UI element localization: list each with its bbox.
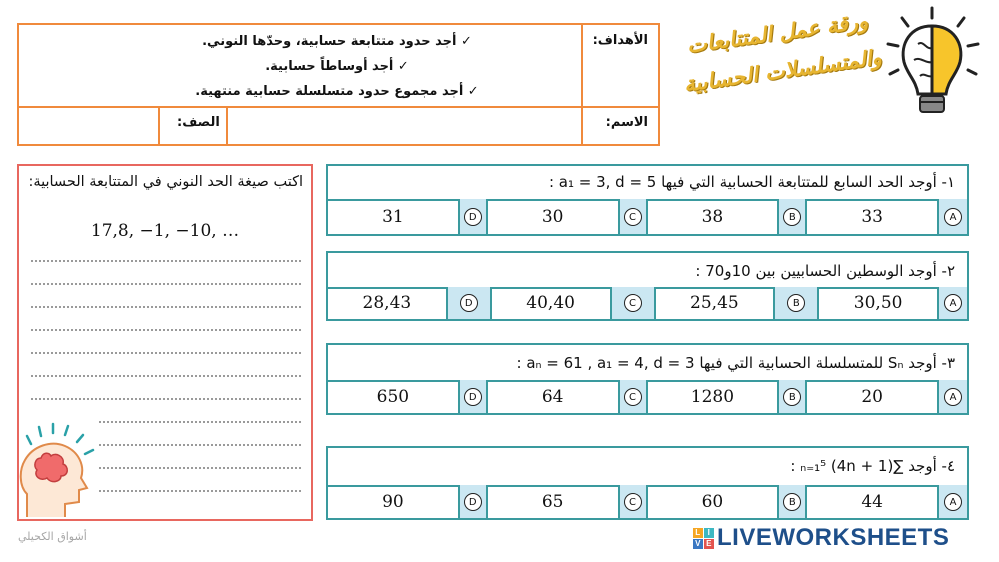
question-card	[326, 251, 969, 321]
option-letter[interactable]	[458, 199, 488, 234]
option-value[interactable]: 25,45	[690, 293, 739, 313]
answer-line[interactable]	[31, 306, 301, 308]
option-letter-icon: B	[783, 493, 801, 511]
logo-letter: I	[704, 528, 714, 538]
option-value[interactable]: 90	[382, 491, 404, 512]
option-letter[interactable]	[777, 199, 807, 234]
class-label: الصف:	[177, 115, 220, 130]
option-letter-icon: B	[787, 294, 805, 312]
option-value[interactable]: 28,43	[362, 293, 412, 313]
option-value[interactable]: 30	[541, 206, 564, 227]
brand-text: LIVEWORKSHEETS	[717, 524, 950, 551]
option-letter-icon: C	[624, 208, 642, 226]
option-value[interactable]: 1280	[690, 386, 735, 407]
answer-line[interactable]	[31, 329, 301, 331]
logo-letter: L	[693, 528, 703, 538]
option-letter[interactable]	[458, 485, 488, 518]
nth-term-box	[17, 164, 313, 521]
logo-letter: E	[704, 539, 714, 549]
option-letter[interactable]	[777, 380, 807, 413]
answer-line[interactable]	[31, 352, 301, 354]
question-card	[326, 164, 969, 236]
goal-item: ✓ أجد أوساطاً حسابية.	[265, 59, 409, 74]
goal-item: ✓ أجد مجموع حدود متسلسلة حسابية منتهية.	[195, 84, 479, 99]
option-letter[interactable]	[937, 380, 967, 413]
option-letter[interactable]	[446, 287, 492, 319]
header-divider	[581, 25, 583, 144]
option-letter-icon: B	[783, 388, 801, 406]
nth-term-prompt: اكتب صيغة الحد النوني في المتتابعة الحسابية:	[28, 174, 303, 190]
option-letter-icon: A	[944, 388, 962, 406]
option-value[interactable]: 40,40	[526, 293, 575, 313]
option-value[interactable]: 30,50	[853, 293, 903, 313]
answer-line[interactable]	[31, 398, 301, 400]
option-value[interactable]: 60	[701, 491, 724, 512]
option-value[interactable]: 64	[541, 386, 564, 407]
goals-list	[102, 29, 572, 104]
liveworksheets-brand[interactable]	[693, 524, 949, 552]
option-value[interactable]: 650	[376, 386, 410, 407]
answer-line[interactable]	[99, 444, 301, 446]
option-letter-icon: C	[624, 493, 642, 511]
answer-line[interactable]	[99, 467, 301, 469]
option-letter[interactable]	[773, 287, 819, 319]
author-signature: أشواق الكحيلي	[18, 530, 87, 543]
option-letter[interactable]	[937, 287, 967, 319]
option-letter-icon: D	[464, 208, 482, 226]
option-letter[interactable]	[937, 199, 967, 234]
option-letter-icon: C	[624, 294, 642, 312]
answer-line[interactable]	[99, 490, 301, 492]
option-value[interactable]: 44	[861, 491, 883, 512]
answer-line[interactable]	[99, 421, 301, 423]
liveworksheets-logo-icon	[693, 528, 714, 549]
option-letter-icon: A	[944, 493, 962, 511]
question-text: ٣- أوجد Sₙ للمتسلسلة الحسابية التي فيها aₙ = 61 , a₁ = 4, d = 3 :	[328, 345, 967, 382]
question-card	[326, 446, 969, 520]
option-letter-icon: B	[783, 208, 801, 226]
option-value[interactable]: 33	[861, 206, 883, 227]
option-letter[interactable]	[610, 287, 656, 319]
class-field[interactable]	[19, 108, 156, 144]
question-text: ٤- أوجد ∑ₙ₌₁⁵ (4n + 1) :	[328, 448, 967, 487]
goals-label: الأهداف:	[592, 33, 648, 48]
thinking-head-icon	[15, 422, 95, 517]
option-value[interactable]: 20	[861, 386, 883, 407]
option-letter-icon: C	[624, 388, 642, 406]
option-letter[interactable]	[937, 485, 967, 518]
goal-item: ✓ أجد حدود متتابعة حسابية، وحدّها النوني.	[202, 34, 472, 49]
logo-letter: V	[693, 539, 703, 549]
option-letter[interactable]	[458, 380, 488, 413]
option-value[interactable]: 31	[382, 206, 404, 227]
option-letter[interactable]	[618, 199, 648, 234]
option-value[interactable]: 65	[541, 491, 564, 512]
option-letter-icon: D	[464, 388, 482, 406]
sequence-text: 17,8, −1, −10, …	[90, 221, 240, 241]
question-card	[326, 343, 969, 415]
option-letter-icon: D	[464, 493, 482, 511]
question-text: ٢- أوجد الوسطين الحسابيين بين 10و70 :	[328, 253, 967, 289]
option-letter-icon: A	[944, 294, 962, 312]
answer-line[interactable]	[31, 283, 301, 285]
option-letter[interactable]	[777, 485, 807, 518]
option-value[interactable]: 38	[701, 206, 724, 227]
header-box	[17, 23, 660, 146]
option-letter-icon: A	[944, 208, 962, 226]
worksheet-title: ورقة عمل المتتابعات والمتسلسلات الحسابية	[682, 7, 883, 97]
answer-line[interactable]	[31, 375, 301, 377]
name-field[interactable]	[228, 108, 579, 144]
option-letter-icon: D	[460, 294, 478, 312]
answer-line[interactable]	[31, 260, 301, 262]
lightbulb-brain-icon	[880, 4, 995, 122]
question-text: ١- أوجد الحد السابع للمتتابعة الحسابية التي فيها a₁ = 3, d = 5 :	[328, 166, 967, 201]
option-letter[interactable]	[618, 485, 648, 518]
header-divider	[158, 106, 160, 144]
option-letter[interactable]	[618, 380, 648, 413]
name-label: الاسم:	[605, 115, 648, 130]
